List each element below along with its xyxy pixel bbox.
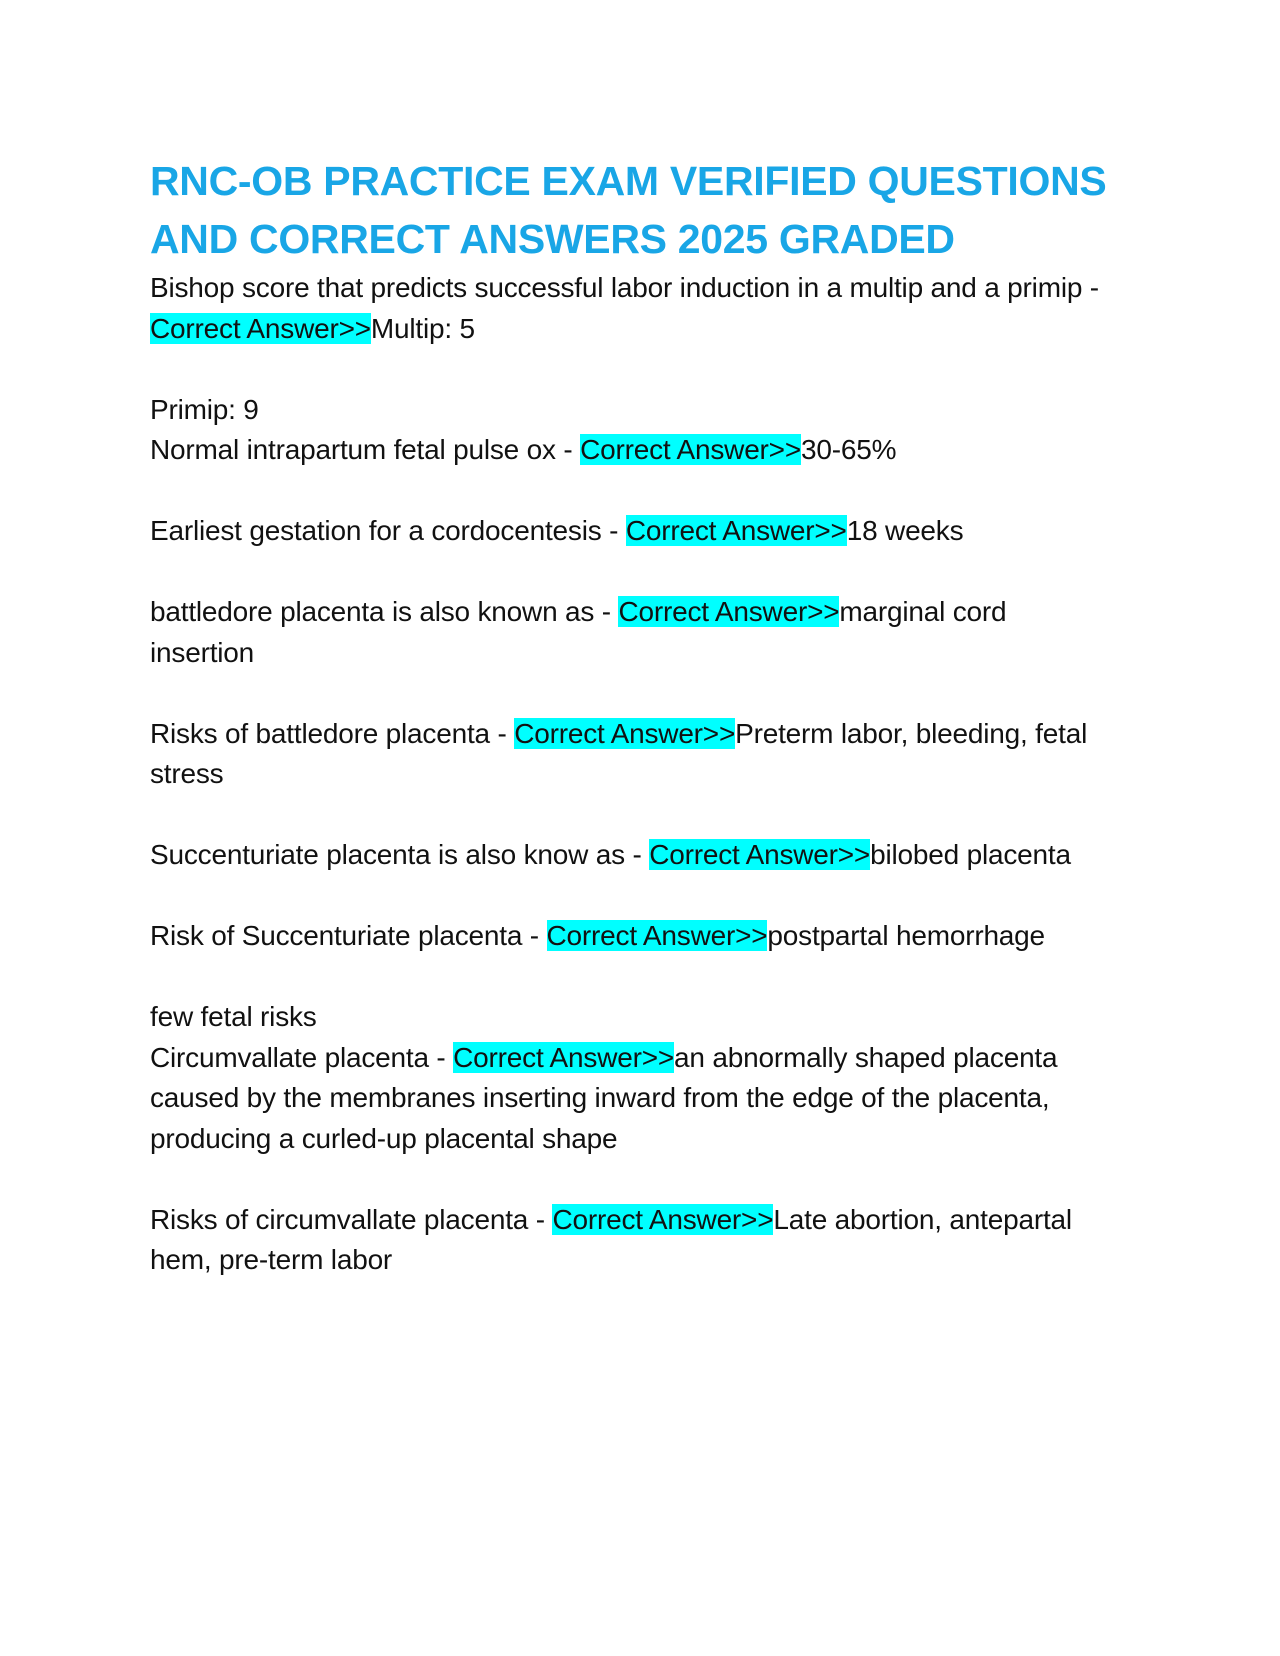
answer-text: marginal cord insertion xyxy=(150,596,1007,668)
answer-text: Multip: 5 xyxy=(370,312,475,344)
answer-text: an abnormally shaped placenta caused by the membranes inserting inward from the edge of the placenta, producing a curled-up placental shape xyxy=(150,1041,1058,1154)
qa-item xyxy=(150,916,1110,957)
qa-item xyxy=(150,430,1110,471)
qa-item xyxy=(150,592,1110,673)
question-text: Risks of battledore placenta - xyxy=(150,717,515,749)
document-content xyxy=(150,152,1110,1281)
answer-continuation: Primip: 9 xyxy=(150,393,259,425)
qa-item xyxy=(150,1200,1110,1281)
qa-item xyxy=(150,268,1110,349)
correct-answer-marker: Correct Answer>> xyxy=(453,1041,675,1073)
question-text: Earliest gestation for a cordocentesis - xyxy=(150,515,626,546)
correct-answer-marker: Correct Answer>> xyxy=(514,717,736,749)
answer-text: postpartal hemorrhage xyxy=(767,920,1045,951)
qa-item xyxy=(150,1038,1110,1160)
answer-continuation: few fetal risks xyxy=(150,1001,317,1032)
qa-item xyxy=(150,511,1110,552)
question-text: Risk of Succenturiate placenta - xyxy=(150,920,547,951)
page-title: RNC-OB PRACTICE EXAM VERIFIED QUESTIONS AND CORRECT ANSWERS 2025 GRADED xyxy=(150,158,1107,262)
question-text: Risks of circumvallate placenta - xyxy=(150,1203,553,1235)
correct-answer-marker: Correct Answer>> xyxy=(546,920,768,951)
correct-answer-marker: Correct Answer>> xyxy=(552,1203,774,1235)
answer-text: Preterm labor, bleeding, fetal stress xyxy=(150,717,1088,789)
correct-answer-marker: Correct Answer>> xyxy=(625,515,847,546)
question-text: Succenturiate placenta is also know as - xyxy=(150,839,650,870)
answer-text: 30-65% xyxy=(801,434,897,465)
qa-item xyxy=(150,835,1110,876)
correct-answer-marker: Correct Answer>> xyxy=(618,596,840,627)
correct-answer-marker: Correct Answer>> xyxy=(150,312,371,344)
answer-text: bilobed placenta xyxy=(870,839,1071,870)
correct-answer-marker: Correct Answer>> xyxy=(580,434,801,465)
question-text: Circumvallate placenta - xyxy=(150,1041,454,1073)
correct-answer-marker: Correct Answer>> xyxy=(649,839,871,870)
question-text: battledore placenta is also known as - xyxy=(150,596,619,627)
qa-item xyxy=(150,714,1110,795)
answer-text: Late abortion, antepartal hem, pre-term labor xyxy=(150,1203,1072,1275)
question-text: Normal intrapartum fetal pulse ox - xyxy=(150,434,581,465)
question-text: Bishop score that predicts successful labor induction in a multip and a primip - xyxy=(150,272,1099,303)
answer-text: 18 weeks xyxy=(846,515,964,546)
